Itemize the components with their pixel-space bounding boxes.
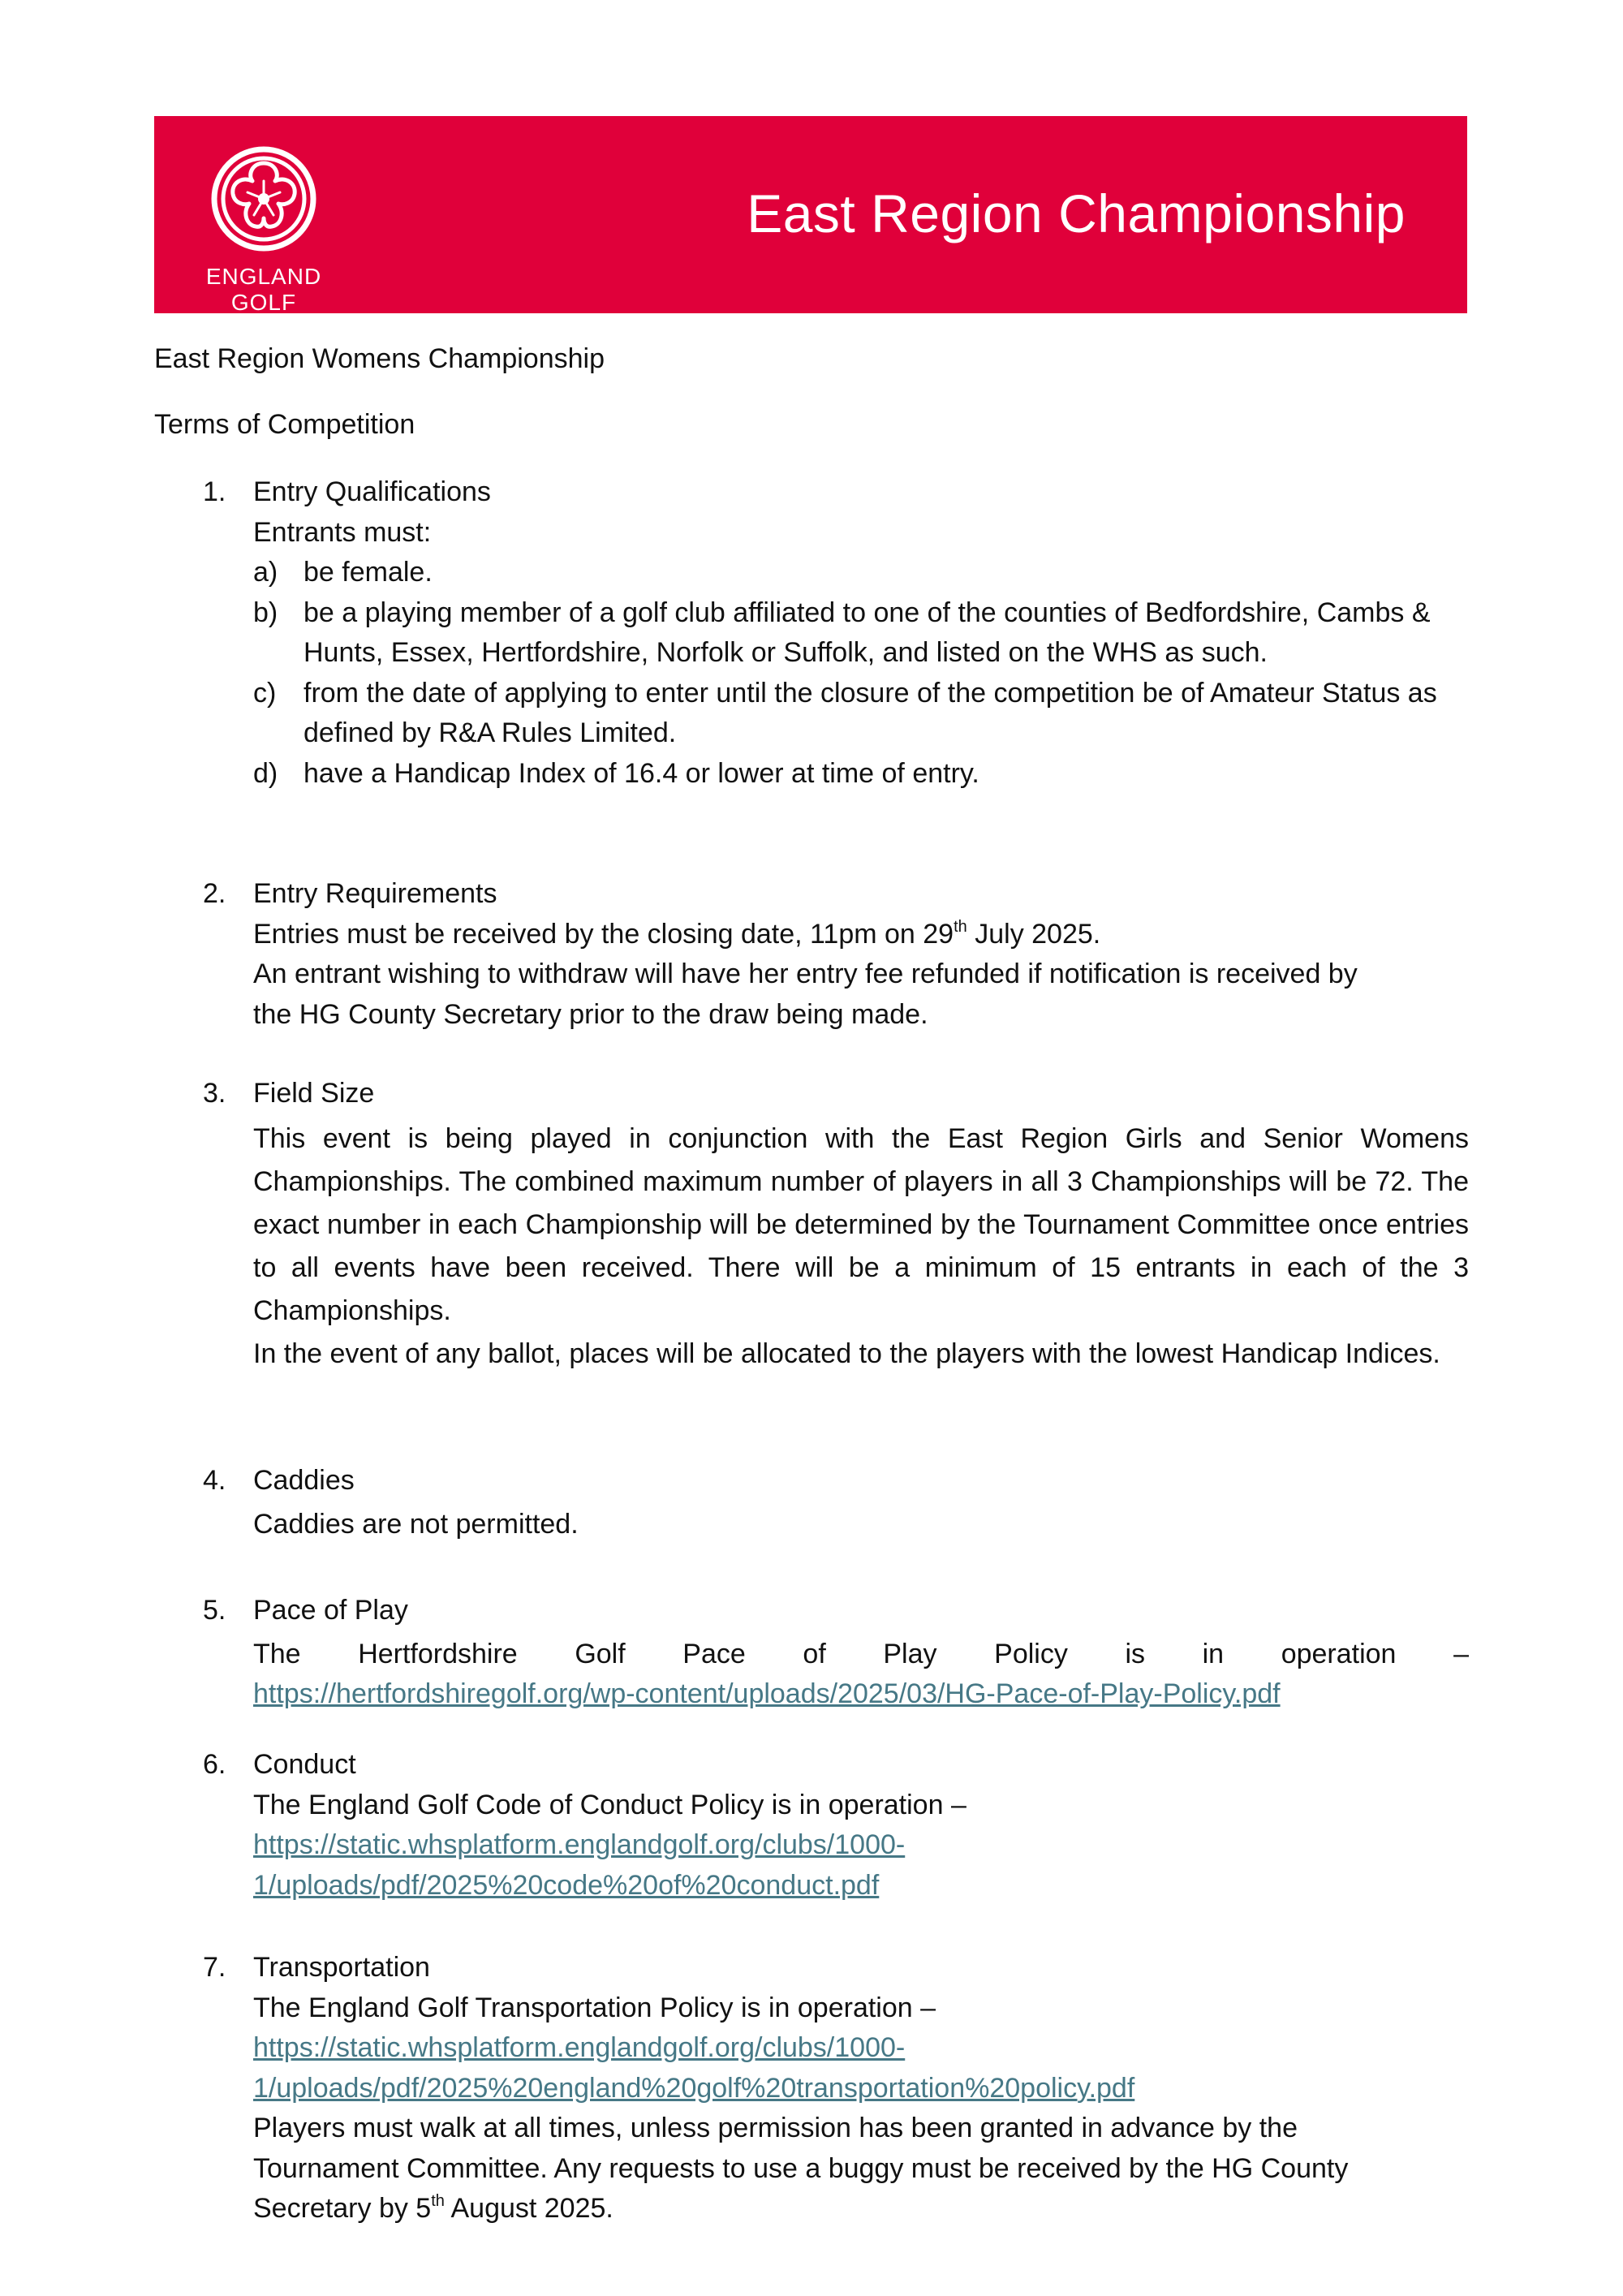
conduct-policy-link[interactable] [253, 1829, 905, 1901]
section-number: 7. [203, 1952, 226, 1983]
ballot-paragraph: In the event of any ballot, places will be allocated to the players with the lowest Handicap Indices. [253, 1338, 1440, 1369]
section-entry-qualifications [203, 472, 1469, 794]
transportation-text: The England Golf Transportation Policy is in operation – [253, 1992, 936, 2023]
pace-of-play-text: The Hertfordshire Golf Pace of Play Policy is in operation – [253, 1638, 1469, 1669]
section-heading: Entry Requirements [253, 878, 497, 909]
section-number: 2. [203, 878, 226, 909]
link-line-2: 1/uploads/pdf/2025%20code%20of%20conduct.pdf [253, 1869, 880, 1901]
section-heading: Caddies [253, 1465, 355, 1496]
item-letter: b) [253, 597, 278, 628]
section-heading: Pace of Play [253, 1595, 408, 1626]
conduct-text: The England Golf Code of Conduct Policy is in operation – [253, 1789, 966, 1820]
item-text: have a Handicap Index of 16.4 or lower at time of entry. [304, 757, 979, 789]
item-letter: d) [253, 757, 278, 789]
list-item [253, 553, 1469, 593]
transportation-policy-link[interactable] [253, 2032, 1134, 2104]
buggy-text-suffix: August 2025. [444, 2193, 613, 2224]
section-caddies [203, 1461, 1469, 1544]
list-item [253, 754, 1469, 795]
section-number: 1. [203, 476, 226, 507]
item-text: from the date of applying to enter until the closure of the competition be of Amateur Status as defined by R&A Rules Limited. [304, 677, 1437, 748]
conduct-policy-link-wrap [253, 1825, 1469, 1906]
ordinal-suffix: th [954, 917, 967, 936]
section-number: 6. [203, 1749, 226, 1780]
brand-line-1: ENGLAND [205, 264, 322, 289]
section-field-size [203, 1074, 1469, 1376]
item-text: be a playing member of a golf club affiliated to one of the counties of Bedfordshire, Cambs & Hunts, Essex, Hertfordshire, Norfolk or Suffolk, and listed on the WHS as such. [304, 597, 1431, 668]
england-golf-logo [203, 145, 325, 313]
section-entry-requirements [203, 874, 1469, 1035]
item-letter: a) [253, 557, 278, 588]
header-banner [154, 116, 1467, 313]
section-pace-of-play [203, 1591, 1469, 1715]
brand-line-2: GOLF [230, 290, 297, 313]
document-body [154, 339, 1469, 445]
section-number: 3. [203, 1078, 226, 1109]
section-heading: Conduct [253, 1749, 356, 1780]
withdrawal-text: An entrant wishing to withdraw will have her entry fee refunded if notification is received by the HG County Secretary prior to the draw being made. [253, 958, 1358, 1030]
list-item [253, 593, 1469, 674]
closing-date-suffix: July 2025. [966, 918, 1101, 950]
list-item [253, 674, 1469, 754]
link-line-2: 1/uploads/pdf/2025%20england%20golf%20transportation%20policy.pdf [253, 2072, 1135, 2104]
section-intro: Entrants must: [253, 516, 432, 548]
tudor-rose-icon [210, 145, 317, 252]
caddies-text: Caddies are not permitted. [253, 1508, 579, 1540]
section-heading: Transportation [253, 1952, 430, 1983]
section-number: 5. [203, 1595, 226, 1626]
section-number: 4. [203, 1465, 226, 1496]
section-transportation [203, 1948, 1469, 2229]
buggy-text-prefix: Players must walk at all times, unless permission has been granted in advance by the Tournament Committee. Any requests to use a buggy must be received by the HG County Secretary by 5 [253, 2113, 1349, 2224]
document-title: East Region Womens Championship [154, 343, 605, 374]
section-heading: Field Size [253, 1078, 375, 1109]
ordinal-suffix: th [431, 2192, 445, 2210]
closing-date-prefix: Entries must be received by the closing date, 11pm on 29 [253, 918, 954, 950]
section-heading: Entry Qualifications [253, 476, 491, 507]
buggy-policy-text [253, 2109, 1446, 2229]
banner-title: East Region Championship [747, 183, 1406, 243]
link-line-1: https://static.whsplatform.englandgolf.org/clubs/1000- [253, 2032, 906, 2063]
link-line-1: https://static.whsplatform.englandgolf.org/clubs/1000- [253, 1829, 906, 1860]
field-size-paragraph: This event is being played in conjunction with the East Region Girls and Senior Womens Championships. The combined maximum number of players in all 3 Championships will be 72. The exact number in each Championship will be determined by the Tournament Committee once entries to all events have been received. There will be a minimum of 15 entrants in each of the 3 Championships. [253, 1122, 1469, 1326]
transportation-policy-link-wrap [253, 2028, 1469, 2109]
closing-date-text [253, 915, 1469, 955]
document-subtitle: Terms of Competition [154, 409, 415, 440]
section-conduct [203, 1745, 1469, 1906]
item-letter: c) [253, 677, 277, 709]
brand-name [203, 264, 325, 313]
item-text: be female. [304, 557, 433, 588]
pace-of-play-policy-link[interactable]: https://hertfordshiregolf.org/wp-content/uploads/2025/03/HG-Pace-of-Play-Policy.pdf [253, 1678, 1281, 1709]
